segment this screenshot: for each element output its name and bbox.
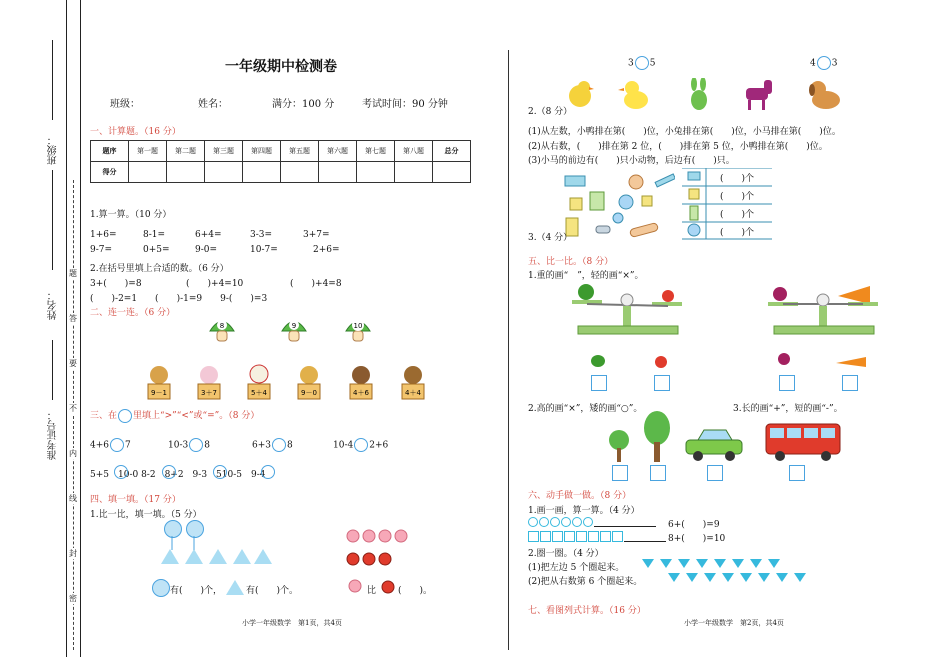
fill-item: 3+( )=8 (90, 279, 142, 289)
compare-circle[interactable] (261, 465, 275, 479)
circle-task-2: (2)把从右数第 6 个圈起来。 (528, 577, 643, 587)
calc-item: 9-0= (195, 245, 218, 255)
info-time: 考试时间：90 分钟 (362, 99, 448, 110)
binding-line-outer (66, 0, 67, 657)
score-cell[interactable] (357, 162, 395, 183)
name-label: 姓名： (48, 290, 59, 320)
calc-item: 3-3= (250, 230, 273, 240)
svg-text:9－1: 9－1 (151, 389, 167, 397)
triangle-shape-icon (185, 549, 203, 564)
equation-1: 6+( )=9 (668, 520, 720, 530)
answer-box[interactable] (707, 465, 723, 481)
binding-line-inner (80, 0, 81, 657)
mushroom-number: 10 (353, 322, 363, 330)
answer-box[interactable] (612, 465, 628, 481)
apple-icon (345, 550, 405, 566)
balance-scale-icon (766, 282, 884, 340)
score-cell[interactable] (433, 162, 471, 183)
fill-item: ( )+4=10 (186, 279, 244, 289)
beet-icon (776, 350, 792, 366)
animal-row (566, 78, 856, 114)
info-class: 班级： (110, 99, 140, 110)
compare-item: 10-4 2+6 (333, 438, 388, 452)
seal-char: 封 (69, 549, 77, 558)
seal-char: 题 (69, 269, 77, 278)
triangle-row-2 (668, 573, 812, 585)
calc-item: 10-7= (250, 245, 278, 255)
info-score: 满分：100 分 (272, 99, 335, 110)
shape-count-row[interactable]: ( )个 (720, 210, 755, 220)
page-2-footer: 小学一年级数学 第2页，共4页 (684, 619, 784, 627)
balance-scale-icon (570, 282, 688, 340)
circle-shape-icon (152, 579, 170, 597)
solid-shapes-icon (560, 170, 675, 240)
rabbit-icon (691, 78, 707, 110)
animal-card[interactable] (296, 365, 322, 401)
peach-icon (347, 578, 363, 594)
svg-text:4＋6: 4＋6 (353, 389, 369, 397)
answer-box[interactable] (654, 375, 670, 391)
score-cell[interactable] (243, 162, 281, 183)
tomato-icon (653, 353, 669, 369)
score-table (90, 140, 471, 183)
apple-icon (380, 578, 396, 594)
compare-circle[interactable] (162, 465, 176, 479)
calc-item: 2+6= (313, 245, 340, 255)
score-cell[interactable] (395, 162, 433, 183)
page-title: 一年级期中检测卷 (225, 59, 337, 75)
calc-item: 0+5= (143, 245, 170, 255)
question-6-1: 1.画一画，算一算。（4 分） (528, 506, 640, 516)
info-name: 姓名： (198, 99, 228, 110)
horse-icon (746, 80, 772, 110)
section-1-heading: 一、计算题。（16 分） (90, 127, 181, 137)
question-5-2: 2.高的画“×”，矮的画“○”。 (528, 404, 643, 414)
seal-char: 答 (69, 314, 77, 323)
compare-item: 10-3 8 (168, 438, 210, 452)
equation-2: 8+( )=10 (668, 534, 726, 544)
section-7-heading: 七、看图列式计算。（16 分） (528, 606, 646, 616)
mushroom-icon[interactable] (344, 316, 372, 344)
mushroom-icon[interactable] (280, 316, 308, 344)
svg-text:4＋4: 4＋4 (405, 389, 421, 397)
animal-question-3: (3)小马的前边有( )只小动物，后边有( )只。 (528, 156, 735, 166)
table-header: 第一题 (129, 141, 167, 162)
calc-item: 1+6= (90, 230, 117, 240)
svg-text:9－0: 9－0 (301, 389, 317, 397)
svg-text:5＋4: 5＋4 (251, 389, 267, 397)
compare-circle[interactable] (189, 438, 203, 452)
section-5-heading: 五、比一比。（8 分） (528, 257, 614, 267)
calc-item: 3+7= (303, 230, 330, 240)
car-icon (684, 426, 744, 462)
compare-row-2: 5+5 10-0 8-2 8+2 9-3 510-5 9-4 (90, 470, 266, 480)
triangle-shape-icon (254, 549, 272, 564)
blank-circle-icon (118, 409, 132, 423)
seal-char: 线 (69, 494, 77, 503)
table-header: 总分 (433, 141, 471, 162)
table-header: 第六题 (319, 141, 357, 162)
table-header: 第四题 (243, 141, 281, 162)
shape-count-row[interactable]: ( )个 (720, 174, 755, 184)
score-cell[interactable] (129, 162, 167, 183)
answer-box[interactable] (650, 465, 666, 481)
table-header: 第五题 (281, 141, 319, 162)
section-6-heading: 六、动手做一做。（8 分） (528, 491, 632, 501)
exam-no-blank-line (52, 340, 53, 400)
compare-circle[interactable] (272, 438, 286, 452)
animal-card[interactable] (400, 365, 426, 401)
calc-item: 8-1= (143, 230, 166, 240)
seal-char: 不 (69, 404, 77, 413)
triangle-row-1 (642, 559, 786, 571)
pepper-icon (588, 352, 608, 368)
compare-item: 4+6 7 (90, 438, 131, 452)
compare-circle[interactable] (354, 438, 368, 452)
animal-card[interactable] (246, 362, 272, 398)
compare-circle[interactable] (213, 465, 227, 479)
class-label: 班级： (48, 135, 59, 165)
peach-icon (345, 528, 415, 544)
compare-circle[interactable] (635, 56, 649, 70)
dog-icon (809, 81, 840, 109)
seal-char: 密 (69, 594, 77, 603)
compare-word: 比 (367, 586, 377, 596)
carrot-icon (836, 355, 872, 369)
shape-count-row[interactable]: ( )个 (720, 192, 755, 202)
animal-card[interactable] (348, 365, 374, 401)
compare-item: 6+3 8 (252, 438, 293, 452)
question-1-2: 2.在括号里填上合适的数。（6 分） (90, 264, 229, 274)
short-tree-icon (608, 428, 630, 464)
duck-icon (618, 81, 648, 109)
animal-card[interactable] (196, 365, 222, 401)
question-5-3: 3.长的画“+”，短的画“-”。 (733, 404, 843, 414)
score-cell[interactable] (167, 162, 205, 183)
section-4-heading: 四、填一填。（17 分） (90, 495, 181, 505)
compare-circle[interactable] (817, 56, 831, 70)
question-4-1: 1.比一比，填一填。（5 分） (90, 510, 202, 520)
answer-box[interactable] (789, 465, 805, 481)
question-5-1: 1.重的画“ ”，轻的画“×”。 (528, 271, 644, 281)
calc-item: 6+4= (195, 230, 222, 240)
score-cell[interactable] (205, 162, 243, 183)
answer-circle-count: 有( )个， (170, 586, 223, 596)
answer-compare: ( )。 (398, 586, 433, 596)
section-3-heading: 三、在 里填上“>”“<”或“=”。（8 分） (90, 408, 259, 423)
shape-count-row[interactable]: ( )个 (720, 228, 755, 238)
circles-draw-row (528, 517, 656, 530)
triangle-shape-icon (209, 549, 227, 564)
page-1-footer: 小学一年级数学 第1页，共4页 (242, 619, 342, 627)
section-2-heading: 二、连一连。（6 分） (90, 308, 176, 318)
answer-box[interactable] (591, 375, 607, 391)
question-6-2: 2.圈一圈。（4 分） (528, 549, 604, 559)
top-compare-2: 4 3 (810, 56, 837, 70)
seal-char: 内 (69, 449, 77, 458)
mushroom-icon[interactable] (208, 316, 236, 344)
table-header: 第七题 (357, 141, 395, 162)
class-blank-line (52, 40, 53, 120)
calc-item: 9-7= (90, 245, 113, 255)
seal-char: 要 (69, 359, 77, 368)
animal-question-2: (2)从右数，( )排在第 2 位，( )排在第 5 位，小鸭排在第( )位。 (528, 142, 828, 152)
squares-draw-row (528, 531, 666, 545)
table-header: 第三题 (205, 141, 243, 162)
triangle-shape-icon (226, 580, 244, 595)
table-header: 题序 (91, 141, 129, 162)
top-compare-1: 3 5 (628, 56, 655, 70)
answer-triangle-count: 有( )个。 (246, 586, 299, 596)
triangle-shape-icon (233, 549, 251, 564)
fill-item: ( )+4=8 (290, 279, 342, 289)
question-1-1: 1.算一算。（10 分） (90, 210, 172, 220)
answer-box[interactable] (779, 375, 795, 391)
score-cell[interactable] (319, 162, 357, 183)
seal-dash-line (73, 180, 74, 650)
mushroom-number: 8 (219, 322, 225, 330)
fill-row-2: ( )-2=1 ( )-1=9 9-( )=3 (90, 294, 268, 304)
table-header: 第八题 (395, 141, 433, 162)
svg-text:3＋7: 3＋7 (201, 389, 217, 397)
triangle-shape-icon (161, 549, 179, 564)
bus-icon (764, 422, 842, 462)
question-3: 3.（4 分） (528, 233, 573, 243)
animal-card[interactable] (146, 365, 172, 401)
answer-box[interactable] (842, 375, 858, 391)
mushroom-number: 9 (291, 322, 297, 330)
chick-icon (569, 81, 594, 107)
table-row-label: 得分 (91, 162, 129, 183)
compare-circle[interactable] (110, 438, 124, 452)
page-divider (508, 50, 509, 650)
exam-no-label: 准考证号： (48, 410, 59, 460)
name-blank-line (52, 170, 53, 270)
circle-task-1: (1)把左边 5 个圈起来。 (528, 563, 625, 573)
question-2: 2.（8 分） (528, 107, 573, 117)
animal-question-1: (1)从左数，小鸭排在第( )位，小兔排在第( )位，小马排在第( )位。 (528, 127, 841, 137)
table-header: 第二题 (167, 141, 205, 162)
score-cell[interactable] (281, 162, 319, 183)
tall-tree-icon (642, 410, 672, 464)
connector-lines (170, 536, 260, 550)
compare-circle[interactable] (114, 465, 128, 479)
